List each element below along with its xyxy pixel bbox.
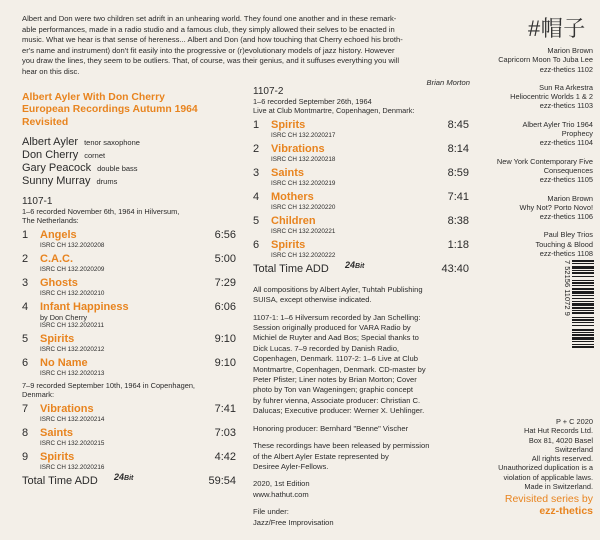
track-duration: 1:18 [447,238,469,251]
file-under-line: File under: [253,507,289,517]
file-under-line: Jazz/Free Improvisation [253,517,334,527]
intro-line: you draw the lines, they seem to be outliers. That, of course, was their genius, and it suffuses everything you will [22,56,400,66]
track-row [22,277,236,301]
barcode-bar [572,272,594,274]
barcode-bar [572,295,594,296]
total-time: 43:40 [441,262,469,275]
track-title: Spirits [271,118,306,131]
note-line: 7–9 recorded September 10th, 1964 in Copenhagen, [22,380,195,390]
credit-line: Dalucas; Executive producer: Werner X. Uehlinger. [253,406,425,416]
copyright-line: Made in Switzerland. [524,482,593,492]
barcode-bar [572,285,594,286]
album-title-line: Albert Ayler With Don Cherry [22,92,165,103]
catalog-line: Heliocentric Worlds 1 & 2 [510,92,593,102]
barcode-bar [572,276,594,277]
musician-instrument: drums [96,177,118,186]
album-title-line: European Recordings Autumn 1964 [22,104,198,116]
barcode-bar [572,298,594,299]
musician-name: Gary Peacock [22,162,92,174]
track-number: 5 [253,214,260,227]
copyright-line: All rights reserved. [531,454,593,464]
barcode-bar [572,329,594,331]
musician-list [22,136,237,188]
track-title: C.A.C. [40,252,73,265]
website-link[interactable]: www.hathut.com [253,489,309,499]
catalog-line: Prophecy [561,129,593,139]
credit-line: Desiree Ayler-Fellows. [253,461,329,471]
track-number: 1 [253,118,260,131]
track-isrc: ISRC CH 132.2020208 [40,241,105,249]
catalog-line: Touching & Blood [535,239,593,249]
liner-intro [22,14,470,88]
catalog-line: Capricorn Moon To Juba Lee [498,55,593,65]
track-title: Spirits [40,332,75,345]
barcode-digits: 7 52156 11072 9 [563,260,572,316]
track-title: No Name [40,356,88,369]
intro-line: hear on this disc. [22,66,80,76]
disc1-tracklist-b [22,403,236,475]
note-line: Live at Club Montmartre, Copenhagen, Denmark: [253,106,415,116]
disc1-tracklist-a [22,229,236,381]
credit-line: Michiel de Ruyter and Aad Bos; Special thanks to [253,333,419,343]
copyright-line: Hat Hut Records Ltd. [523,426,593,436]
album-title [22,92,237,129]
revisited-line: Revisited series by [504,493,593,505]
track-duration: 8:14 [447,142,469,155]
musician-name: Albert Ayler [22,136,79,148]
catalog-line: Why Not? Porto Novo! [519,202,593,212]
disc1-note-b [22,381,236,400]
credit-line: These recordings have been released by permission [253,441,430,451]
edition-line: 2020, 1st Edition [253,479,310,489]
intro-line: er's name and instrument) don't fit easily into the progressive or (r)evolutionary models of jazz history. However [22,45,395,55]
credit-line: by fuhrer vienna, Associate producer: Christian C. [253,395,421,405]
barcode-bar [572,270,594,271]
barcode-bar [572,334,594,336]
track-number: 7 [22,402,29,415]
catalog-entry [423,230,593,258]
track-isrc: ISRC CH 132.2020211 [40,321,104,329]
edition-info [253,479,469,500]
track-title: Saints [40,426,74,439]
musician-row [22,149,237,162]
copyright-line: violation of applicable laws. [503,472,593,482]
barcode-bar [572,319,594,321]
disc1-id: 1107-1 [22,196,53,207]
hashtag-logo: #帽子 [528,16,586,41]
disc1-note-a [22,207,236,226]
track-title: Mothers [271,190,314,203]
track-row [22,427,236,451]
barcode-bar [572,325,594,326]
musician-instrument: cornet [84,151,106,160]
barcode-bar [572,312,594,314]
catalog-entry [423,83,593,111]
catalog-line: ezz-thetics 1105 [539,175,593,185]
track-title: Spirits [40,450,75,463]
credit-line: 1107-1: 1–6 Hilversum recorded by Jan Schelling: [253,312,421,322]
track-duration: 9:10 [214,356,236,369]
barcode-bar [572,310,594,311]
copyright-block [443,417,593,491]
credit-line: Copenhagen, Denmark. 1107-2: 1–6 Live at Club [253,354,418,364]
catalog-line: ezz-thetics 1102 [539,64,593,74]
track-duration: 7:41 [214,402,236,415]
track-duration: 8:59 [447,166,469,179]
credit-line: Peter Pfister; Liner notes by Brian Morton; Cover [253,375,417,385]
catalog-line: ezz-thetics 1108 [539,249,593,259]
track-number: 5 [22,332,29,345]
barcode-bar [572,322,594,323]
catalog-line: Sun Ra Arkestra [539,82,593,92]
musician-row [22,175,237,188]
track-duration: 8:38 [447,214,469,227]
track-number: 8 [22,426,29,439]
track-duration: 6:56 [214,228,236,241]
credit-line: of the Albert Ayler Estate represented by [253,451,389,461]
barcode-bar [572,282,594,284]
barcode-bar [572,332,594,333]
disc1-column [22,196,236,489]
track-isrc: ISRC CH 132.2020210 [40,289,105,297]
copyright-line: Unauthorized duplication is a [498,463,593,473]
track-isrc: ISRC CH 132.2020221 [271,227,336,235]
track-isrc: ISRC CH 132.2020220 [271,203,336,211]
track-isrc: ISRC CH 132.2020222 [271,251,336,259]
musician-name: Don Cherry [22,149,79,161]
album-title-line: Revisited [22,116,69,128]
catalog-line: Albert Ayler Trio 1964 [522,119,593,129]
barcode-bar [572,307,594,309]
track-title: Saints [271,166,305,179]
track-number: 6 [253,238,260,251]
track-isrc: ISRC CH 132.2020214 [40,415,105,423]
track-row [22,403,236,427]
track-duration: 5:00 [214,252,236,265]
barcode-bar [572,260,594,262]
track-number: 3 [22,276,29,289]
track-duration: 6:06 [214,300,236,313]
barcode-bar [572,263,594,264]
track-row [22,253,236,277]
catalog-line: Marion Brown [547,46,593,55]
catalog-line: ezz-thetics 1103 [539,101,593,111]
barcode-bar [572,303,594,306]
track-title: Ghosts [40,276,78,289]
intro-signature: Brian Morton [426,77,470,87]
track-isrc: ISRC CH 132.2020216 [40,463,105,471]
barcode-bar [572,317,594,318]
catalog-line: ezz-thetics 1106 [539,212,593,222]
credit-line: All compositions by Albert Ayler, Tuhtah Publishing [253,284,423,294]
musician-row [22,136,237,149]
catalog-entry [423,46,593,74]
track-duration: 8:45 [447,118,469,131]
musician-row [22,162,237,175]
track-number: 1 [22,228,29,241]
intro-line: music. What we hear is that sense of hereness... Albert and Don (and how touching that Cherry echoed his broth- [22,35,403,45]
track-number: 3 [253,166,260,179]
track-title: Angels [40,228,77,241]
track-title: Spirits [271,238,306,251]
track-isrc: ISRC CH 132.2020217 [271,131,336,139]
barcode-bar [572,280,594,281]
barcode [558,258,594,382]
track-isrc: ISRC CH 132.2020218 [271,155,336,163]
credit-line: Montmartre, Copenhagen, Denmark. CD-master by [253,364,426,374]
24bit-logo: 24Bit [114,471,134,482]
barcode-bar [572,346,594,348]
track-composer: by Don Cherry [40,312,88,322]
compositions-credit [253,285,469,306]
track-row [22,357,236,381]
revisited-series [505,494,593,517]
track-number: 6 [22,356,29,369]
credit-line: SUISA, except otherwise indicated. [253,295,372,305]
recording-credits [253,313,469,417]
track-duration: 7:41 [447,190,469,203]
total-time: 59:54 [208,474,236,487]
track-row [22,301,236,333]
musician-name: Sunny Murray [22,175,91,187]
file-under [253,507,469,528]
track-isrc: ISRC CH 132.2020215 [40,439,105,447]
copyright-line: P + C 2020 [555,417,593,426]
note-line: 1–6 recorded September 26th, 1964 [253,97,372,106]
honoring-credit: Honoring producer: Bernhard "Benne" Vischer [253,423,409,433]
track-number: 9 [22,450,29,463]
intro-line: Albert and Don were two children set adrift in an unhearing world. They found one another and in these remark- [22,14,397,23]
credit-line: Session originally produced for VARA Radio by [253,323,411,333]
track-duration: 7:29 [214,276,236,289]
total-label: Total Time ADD [22,474,98,487]
track-number: 2 [22,252,29,265]
catalog-list [423,46,593,267]
copyright-line: Box 81, 4020 Basel [528,435,593,445]
catalog-entry [423,157,593,185]
track-isrc: ISRC CH 132.2020219 [271,179,336,187]
musician-instrument: double bass [97,164,138,173]
barcode-bar [572,288,594,290]
track-duration: 7:03 [214,426,236,439]
credit-line: photo by Ton van Wageningen; graphic concept [253,385,414,395]
ezz-thetics-brand: ezz-thetics [539,504,593,517]
24bit-logo: 24Bit [345,259,365,270]
catalog-line: New York Contemporary Five [496,156,593,166]
track-title: Vibrations [40,402,94,415]
catalog-entry [423,194,593,222]
copyright-line: Switzerland [554,444,593,454]
track-row [22,333,236,357]
note-line: Denmark: [22,390,55,400]
track-number: 4 [253,190,260,203]
permission-credit [253,441,469,472]
disc2-id: 1107-2 [253,86,284,97]
intro-line: able performances, made in a radio studio and a famous club, they simply allowed their selves to be enacted in [22,24,395,34]
track-duration: 9:10 [214,332,236,345]
disc1-total [22,471,236,489]
catalog-line: Marion Brown [547,193,593,203]
track-isrc: ISRC CH 132.2020209 [40,265,105,273]
track-title: Infant Happiness [40,300,129,313]
catalog-line: ezz-thetics 1104 [539,138,593,148]
note-line: The Netherlands: [22,216,79,226]
track-isrc: ISRC CH 132.2020212 [40,345,105,353]
note-line: 1–6 recorded November 6th, 1964 in Hilversum, [22,207,180,216]
track-title: Vibrations [271,142,325,155]
track-row [22,229,236,253]
musician-instrument: tenor saxophone [84,138,140,147]
barcode-bar [572,301,594,302]
track-isrc: ISRC CH 132.2020213 [40,369,105,377]
barcode-bar [572,341,594,342]
catalog-line: Consequences [543,165,593,175]
track-number: 4 [22,300,29,313]
total-label: Total Time ADD [253,262,329,275]
credit-line: Dick Lucas. 7–9 recorded by Danish Radio, [253,343,400,353]
catalog-entry [423,120,593,148]
barcode-bar [572,291,594,294]
track-duration: 4:42 [214,450,236,463]
barcode-bar [572,344,594,345]
track-title: Children [271,214,316,227]
track-number: 2 [253,142,260,155]
catalog-line: Paul Bley Trios [543,230,593,240]
barcode-bar [572,337,594,340]
barcode-bar [572,266,594,269]
